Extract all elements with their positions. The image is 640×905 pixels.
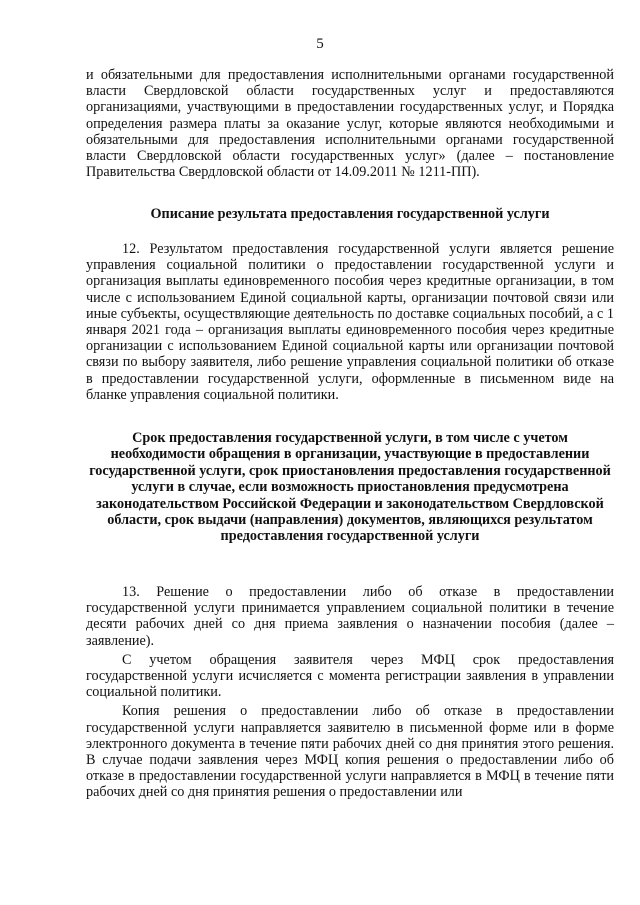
- paragraph-copy: Копия решения о предоставлении либо об отказе в предоставлении государственной услуги направляется заявителю в письменной форме или в форме электронного документа в течение пяти рабочих дней со дня принятия этого решения. В случае подачи заявления через МФЦ копия решения о предоставлении либо об отказе в предоставлении государственной услуги направляется в МФЦ в течение пяти рабочих дней со дня принятия решения о предоставлении или: [86, 703, 614, 801]
- section-heading-term: Срок предоставления государственной услуги, в том числе с учетом необходимости обращения в организации, участвующие в предоставлении государственной услуги, срок приостановления предоставления государственной услуги в случае, если возможность приостановления предусмотрена законодательством Российской Федерации и законодательством Свердловской области, срок выдачи (направления) документов, являющихся результатом предоставления государственной услуги: [89, 430, 611, 545]
- paragraph-continuation: и обязательными для предоставления исполнительными органами государственной власти Свердловской области государственных услуг и предоставляются организациями, участвующими в предоставлении государственных услуг, и Порядка определения размера платы за оказание услуг, которые являются необходимыми и обязательными для предоставления исполнительными органами государственной власти Свердловской области государственных услуг» (далее – постановление Правительства Свердловской области от 14.09.2011 № 1211-ПП).: [86, 67, 614, 181]
- paragraph-mfc: С учетом обращения заявителя через МФЦ срок предоставления государственной услуги исчисляется с момента регистрации заявления в управлении социальной политики.: [86, 651, 614, 701]
- section-heading-result: Описание результата предоставления государственной услуги: [150, 206, 550, 222]
- paragraph-13: 13. Решение о предоставлении либо об отказе в предоставлении государственной услуги принимается управлением социальной политики в течение десяти рабочих дней со дня приема заявления о назначении пособия (далее – заявление).: [86, 584, 614, 649]
- text-block-term: [86, 584, 614, 801]
- text-block-result: [86, 241, 614, 403]
- paragraph-12: 12. Результатом предоставления государственной услуги является решение управления социальной политики о предоставлении государственной услуги и организация выплаты единовременного пособия через кредитные организации, в том числе с использованием Единой социальной карты, организации почтовой связи или иные субъекты, осуществляющие деятельность по доставке социальных пособий, а с 1 января 2021 года – организация выплаты единовременного пособия через кредитные организации с использованием Единой социальной карты или организации почтовой связи по выбору заявителя, либо решение управления социальной политики об отказе в предоставлении государственной услуги, оформленные в письменном виде на бланке управления социальной политики.: [86, 241, 614, 403]
- text-block-continuation: [86, 67, 614, 180]
- page-number: 5: [316, 36, 324, 52]
